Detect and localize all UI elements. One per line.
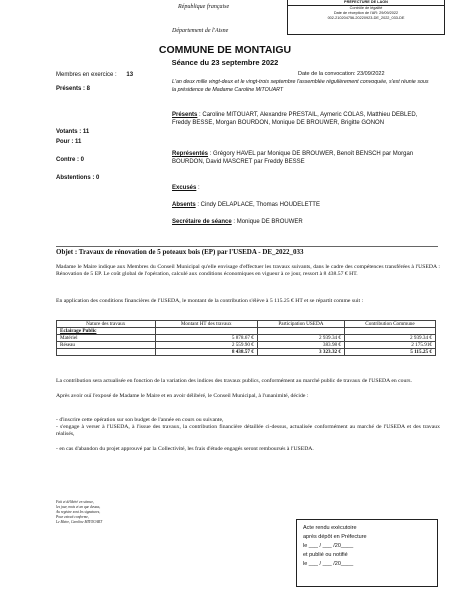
representes-section (172, 150, 434, 166)
table-row (57, 335, 436, 342)
table-header: Contribution Commune (345, 321, 436, 328)
table-header: Nature des travaux (57, 321, 156, 328)
excuses-text: : (198, 185, 200, 191)
footnote-line: les jour, mois et an que dessus, (56, 505, 101, 509)
objet-title: Objet : Travaux de rénovation de 5 poteaux bois (EP) par l'USEDA - DE_2022_033 (56, 248, 304, 256)
acte-line: et publié ou notifié (303, 552, 348, 558)
table-cell: Matériel (57, 335, 156, 342)
footnote-line: Le Maire, Caroline MITOUART (56, 520, 103, 524)
excuses-section (172, 184, 434, 192)
stamp-date-reception: Date de réception de l'AR: 29/09/2022 (333, 11, 399, 15)
excuses-label: Excusés (172, 185, 197, 191)
commune-title: COMMUNE DE MONTAIGU (158, 44, 292, 56)
table-header-row (57, 321, 436, 328)
table-cell: 2 939.34 € (257, 335, 344, 342)
para-contribution: En application des conditions financières de l'USEDA, le montant de la contribution s'élève à 5 115.25 € HT et se répartit comme suit : (56, 298, 364, 304)
convocation-date: Date de la convocation: 23/09/2022 (298, 71, 385, 77)
acte-line: Acte rendu exécutoire (303, 525, 357, 531)
membres-count (56, 72, 133, 78)
table-cell: 2 175.91€ (345, 342, 436, 349)
prefecture-stamp (287, 0, 445, 35)
representes-label: Représentés (172, 151, 209, 157)
votants-count: Votants : 11 (56, 129, 90, 135)
intro-text: L'an deux mille vingt-deux et le vingt-trois septembre l'assemblée régulièrement convoquée, s'est réunie sous la présidence de Madame Caroline MITOUART (172, 79, 429, 93)
section-divider (56, 246, 438, 247)
contre-count: Contre : 0 (56, 157, 85, 163)
absents-section (172, 201, 434, 209)
acte-line: après dépôt en Préfecture (303, 534, 367, 540)
table-cell: 8 438.57 € (155, 349, 257, 356)
financial-table (56, 320, 436, 356)
acte-executoire-box (296, 519, 438, 587)
bullet-item: - en cas d'abandon du projet approuvé par la Collectivité, les frais d'étude engagés seront remboursés à l'USEDA. (56, 446, 314, 452)
presents-label: Présents (172, 112, 198, 118)
bullet-item: - d'inscrire cette opération sur son budget de l'année en cours ou suivante, (56, 417, 224, 423)
presents-section (172, 111, 434, 127)
footnote-line: Pour extrait conforme, (56, 515, 89, 519)
absents-label: Absents (172, 202, 196, 208)
acte-line: le ___ / ___ /20____ (303, 543, 354, 549)
pour-count: Pour : 11 (56, 139, 82, 145)
table-cell: 2 939.34 € (345, 335, 436, 342)
departement-label: Département de l'Aisne (172, 28, 229, 34)
table-cell: 2 559.90 € (155, 342, 257, 349)
table-cell: 5 115.25 € (345, 349, 436, 356)
footnote-line: Fait et délibéré en séance, (56, 500, 95, 504)
table-cell: 383.98 € (257, 342, 344, 349)
table-cell (257, 328, 344, 335)
stamp-prefecture: PRÉFECTURE DE LAON (288, 0, 444, 6)
signature-block (56, 500, 102, 525)
secretaire-text: : Monique DE BROUWER (233, 219, 303, 225)
absents-text: : Cindy DELAPLACE, Thomas HOUDELETTE (197, 202, 320, 208)
table-cell (345, 328, 436, 335)
table-cell (155, 328, 257, 335)
stamp-reference: 002-210204756-20220923-DE_2022_033-DE (327, 16, 405, 20)
republique-label: République française (178, 4, 230, 10)
stamp-controle: Contrôle de légalité (349, 6, 383, 10)
table-cell (57, 349, 156, 356)
membres-value: 13 (126, 72, 134, 78)
para-decision: Après avoir ouï l'exposé de Madame le Maire et en avoir délibéré, le Conseil Municipal, à l'unanimité, décide : (56, 393, 309, 399)
table-cell: Réseau (57, 342, 156, 349)
membres-label: Membres en exercice : (56, 72, 117, 78)
acte-line: le ___ / ___ /20____ (303, 561, 354, 567)
presents-count: Présents : 8 (56, 86, 91, 92)
para-actualisation: La contribution sera actualisée en fonction de la variation des indices des travaux publics, conformément au marché public de travaux de l'USEDA en cours. (56, 378, 412, 384)
table-cell: 3 323.32 € (257, 349, 344, 356)
table-cell: 5 878.67 € (155, 335, 257, 342)
table-header: Participation USEDA (257, 321, 344, 328)
table-header: Montant HT des travaux (155, 321, 257, 328)
secretaire-label: Secrétaire de séance (172, 219, 232, 225)
abstentions-count: Abstentions : 0 (56, 175, 100, 181)
seance-date: Séance du 23 septembre 2022 (171, 58, 279, 67)
secretaire-section (172, 218, 434, 226)
table-row (57, 328, 436, 335)
representes-text: : Grégory HAVEL par Monique DE BROUWER, Benoît BENSCH par Morgan BOURDON, David MASCRET par Freddy BESSE (172, 151, 414, 165)
presents-text: : Caroline MITOUART, Alexandre PRESTAIL, Aymeric COLAS, Matthieu DEBLED, Freddy BESSE, Morgan BOURDON, Monique DE BROUWER, Brigitte GONON (172, 112, 418, 126)
table-section-label: Eclairage Public (57, 328, 156, 335)
footnote-line: Au registre sont les signatures, (56, 510, 101, 514)
bullet-item: - s'engage à verser à l'USEDA, à l'issue des travaux, la contribution financière détaillée ci-dessus, actualisée conformément au marché de l'USEDA et des travaux réalisés, (56, 424, 440, 437)
table-row (57, 342, 436, 349)
para-intro: Madame le Maire indique aux Membres du Conseil Municipal qu'elle envisage d'effectuer les travaux suivants, dans le cadre des compétences transférées à l'USEDA : Rénovation de 5 EP. Le coût global de l'opération, calculé aux conditions économiques en vigueur à ce jour, ressort à 8 438.57 € HT. (56, 264, 440, 277)
table-total-row (57, 349, 436, 356)
